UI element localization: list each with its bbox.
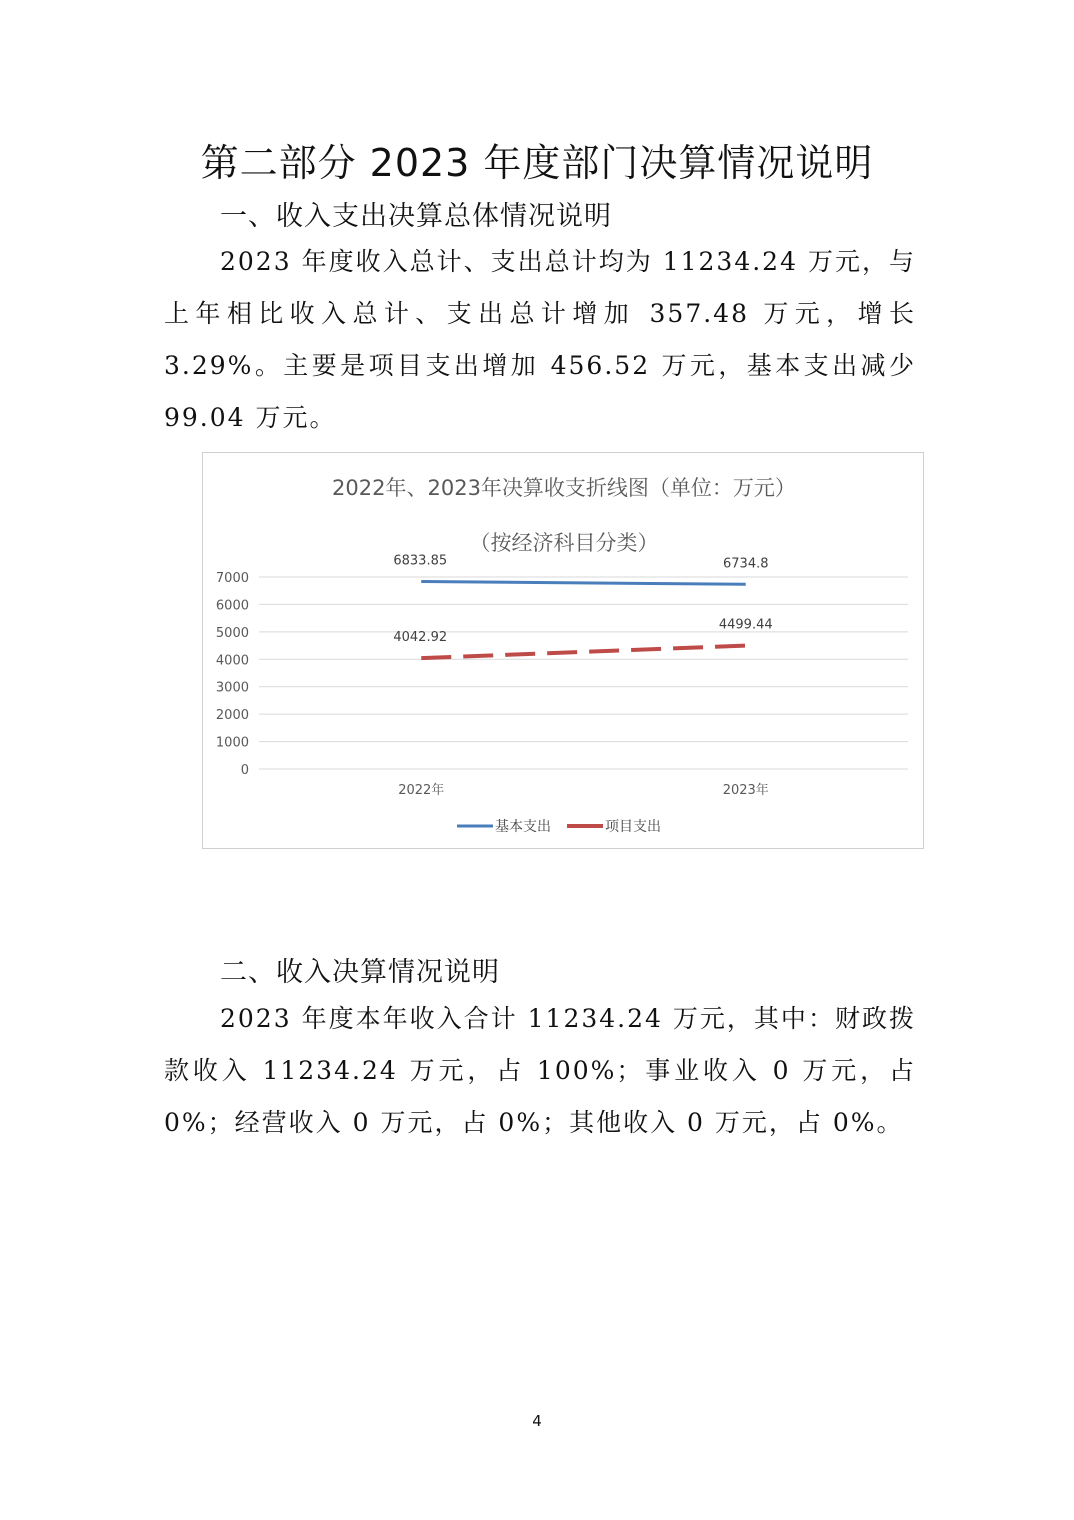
chart-title: 2022年、2023年决算收支折线图（单位：万元） xyxy=(332,476,796,500)
y-tick-label-2000: 2000 xyxy=(215,708,249,724)
line-chart xyxy=(202,452,924,849)
section-heading-income: 二、收入决算情况说明 xyxy=(220,957,500,988)
y-tick-label-1000: 1000 xyxy=(215,735,249,751)
chart-svg xyxy=(203,453,925,850)
x-tick-label-0: 2022年 xyxy=(398,783,445,798)
y-tick-label-6000: 6000 xyxy=(215,598,249,614)
page-number: 4 xyxy=(532,1412,542,1430)
data-label-1-0: 4042.92 xyxy=(393,630,448,646)
y-tick-label-0: 0 xyxy=(240,763,249,778)
data-label-1-1: 4499.44 xyxy=(718,617,773,633)
y-tick-label-7000: 7000 xyxy=(215,571,249,586)
legend-label-1: 项目支出 xyxy=(605,819,661,835)
data-label-0-1: 6734.8 xyxy=(723,556,769,572)
y-tick-label-3000: 3000 xyxy=(215,680,249,696)
section-heading-income-expense-overview: 一、收入支出决算总体情况说明 xyxy=(220,201,612,232)
chart-legend xyxy=(457,818,661,835)
paragraph-overview: 2023 年度收入总计、支出总计均为 11234.24 万元，与上年相比收入总计、支出总计增加 357.48 万元，增长 3.29%。主要是项目支出增加 456.52 万元，基本支出减少 99.04 万元。 xyxy=(164,247,916,432)
paragraph-income: 2023 年度本年收入合计 11234.24 万元，其中：财政拨款收入 11234.24 万元，占 100%；事业收入 0 万元，占 0%；经营收入 0 万元，占 0%；其他收入 0 万元，占 0%。 xyxy=(164,1004,916,1137)
legend-label-0: 基本支出 xyxy=(495,819,551,835)
chart-grid xyxy=(259,577,908,769)
x-tick-label-1: 2023年 xyxy=(722,783,769,798)
y-axis-ticks xyxy=(216,571,249,778)
data-label-0-0: 6833.85 xyxy=(393,553,448,569)
series-line-0 xyxy=(421,582,746,585)
page-title: 第二部分 2023 年度部门决算情况说明 xyxy=(200,141,874,185)
y-tick-label-5000: 5000 xyxy=(215,625,249,641)
series-line-1 xyxy=(421,646,746,659)
y-tick-label-4000: 4000 xyxy=(215,653,249,669)
x-axis-ticks xyxy=(398,782,769,798)
chart-subtitle: （按经济科目分类） xyxy=(469,531,659,555)
chart-series xyxy=(421,582,746,659)
